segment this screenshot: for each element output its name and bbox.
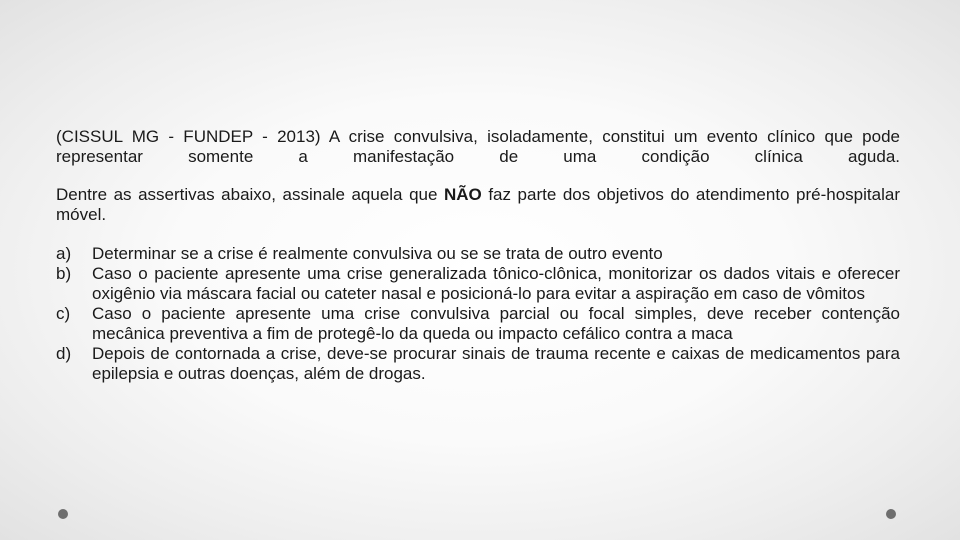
option-letter: b) — [56, 264, 72, 283]
option-text: Depois de contornada a crise, deve-se procurar sinais de trauma recente e caixas de medicamentos para epilepsia e outras doenças, além de drogas. — [92, 344, 900, 383]
option-a — [56, 244, 900, 264]
question-intro: (CISSUL MG - FUNDEP - 2013) A crise convulsiva, isoladamente, constitui um evento clínico que pode representar somente a manifestação de uma condição clínica aguda. — [56, 127, 900, 166]
decorative-dot-left — [58, 509, 68, 519]
instruction-text-after: faz parte dos objetivos do atendimento pré-hospitalar móvel. — [56, 185, 900, 224]
option-text: Caso o paciente apresente uma crise convulsiva parcial ou focal simples, deve receber contenção mecânica preventiva a fim de protegê-lo da queda ou impacto cefálico contra a maca — [92, 304, 900, 343]
instruction-emphasis: NÃO — [443, 185, 482, 204]
option-text: Caso o paciente apresente uma crise generalizada tônico-clônica, monitorizar os dados vitais e oferecer oxigênio via máscara facial ou cateter nasal e posicioná-lo para evitar a aspiração em caso de vômitos — [92, 264, 900, 303]
instruction-text-before: Dentre as assertivas abaixo, assinale aquela que — [56, 185, 444, 204]
option-c — [56, 304, 900, 344]
option-text: Determinar se a crise é realmente convulsiva ou se se trata de outro evento — [92, 244, 663, 263]
option-letter: c) — [56, 304, 71, 323]
question-instruction — [56, 185, 900, 225]
option-d — [56, 344, 900, 384]
answer-options — [56, 244, 900, 384]
decorative-dot-right — [886, 509, 896, 519]
option-letter: a) — [56, 244, 72, 263]
option-b — [56, 264, 900, 304]
slide-content — [56, 127, 900, 384]
option-letter: d) — [56, 344, 72, 363]
